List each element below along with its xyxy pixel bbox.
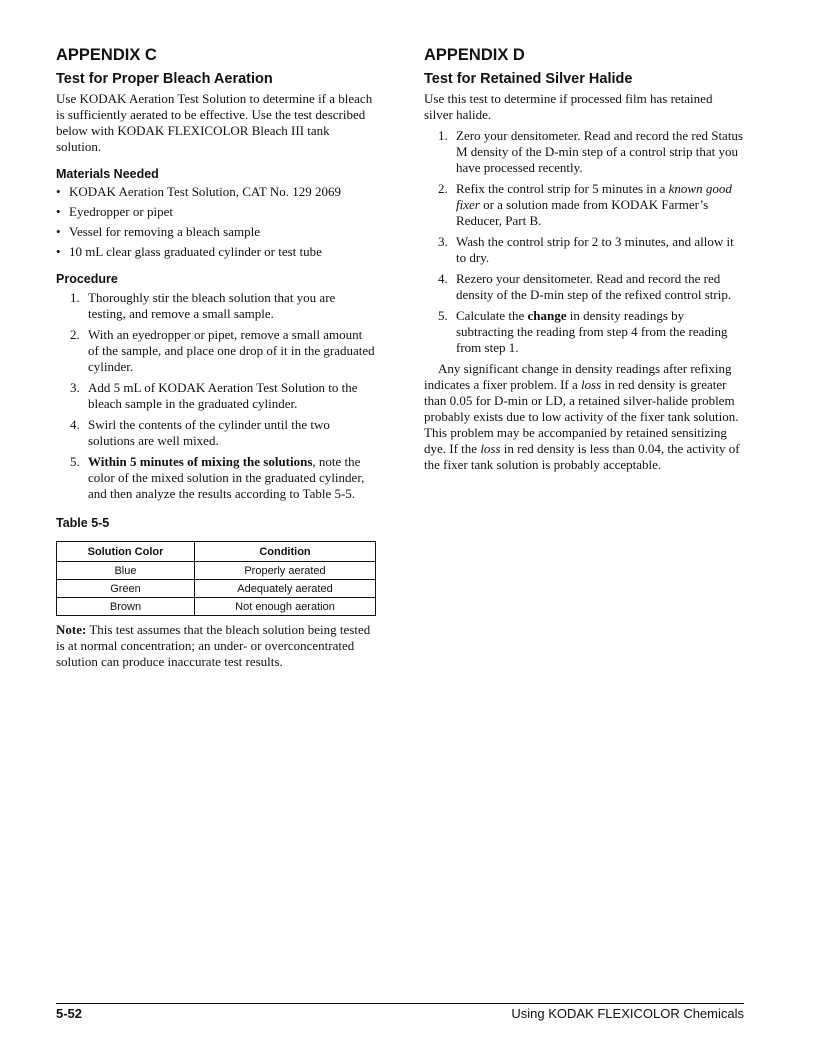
column-header: Condition [194, 542, 375, 562]
table-cell: Brown [57, 598, 195, 616]
table-row [57, 580, 376, 598]
procedure-step: 1. Thoroughly stir the bleach solution that you are testing, and remove a small sample. [70, 290, 336, 321]
bullet-icon: • [56, 184, 61, 199]
appendix-c-heading: APPENDIX C [56, 46, 157, 64]
appendix-d-heading: APPENDIX D [424, 46, 525, 64]
table-header-row [57, 542, 376, 562]
procedure-step: 4. Rezero your densitometer. Read and record the red density of the D-min step of the refixed control strip. [438, 271, 732, 302]
table-row [57, 562, 376, 580]
appendix-c-intro: Use KODAK Aeration Test Solution to determine if a bleach is sufficiently aerated to be effective. Use the test described below with KODAK FLEXICOLOR Bleach III tank solution. [56, 91, 373, 154]
procedure-step: 4. Swirl the contents of the cylinder until the two solutions are well mixed. [70, 417, 330, 448]
table-row [57, 598, 376, 616]
table-title: Table 5-5 [56, 516, 110, 530]
procedure-step: 2. Refix the control strip for 5 minutes in a known good fixer or a solution made from KODAK Farmer’s Reducer, Part B. [438, 181, 732, 228]
table-cell: Green [57, 580, 195, 598]
note-paragraph: Note: This test assumes that the bleach solution being tested is at normal concentration; an under- or overconcentrated solution can produce inaccurate test results. [56, 622, 371, 669]
procedure-step: 5. Calculate the change in density readings by subtracting the reading from step 4 from the reading from step 1. [438, 308, 728, 355]
bullet-icon: • [56, 224, 61, 239]
list-item: • KODAK Aeration Test Solution, CAT No. 129 2069 [56, 184, 341, 199]
interpretation-paragraph: Any significant change in density readings after refixing indicates a fixer problem. If a loss in red density is greater than 0.05 for D-min or LD, a retained silver-halide problem probably exists due to low activity of the fixer tank solution. This problem may be accompanied by retained sensitizing dye. If the loss in red density is less than 0.04, the activity of the fixer tank solution is probably acceptable. [424, 361, 740, 472]
appendix-d-title: Test for Retained Silver Halide [424, 71, 633, 87]
appendix-c-title: Test for Proper Bleach Aeration [56, 71, 273, 87]
list-item: • Eyedropper or pipet [56, 204, 173, 219]
list-item: • Vessel for removing a bleach sample [56, 224, 260, 239]
table-cell: Not enough aeration [194, 598, 375, 616]
document-title: Using KODAK FLEXICOLOR Chemicals [511, 1006, 744, 1021]
procedure-heading: Procedure [56, 272, 118, 286]
note-label: Note: [56, 622, 87, 637]
bullet-icon: • [56, 244, 61, 259]
table-cell: Blue [57, 562, 195, 580]
table-cell: Adequately aerated [194, 580, 375, 598]
procedure-step: 2. With an eyedropper or pipet, remove a small amount of the sample, and place one drop of it in the graduated cylinder. [70, 327, 375, 374]
retained-silver-steps [424, 128, 744, 356]
appendix-d-intro: Use this test to determine if processed film has retained silver halide. [424, 91, 713, 122]
appendix-d-column [424, 40, 744, 473]
table-cell: Properly aerated [194, 562, 375, 580]
bullet-icon: • [56, 204, 61, 219]
appendix-c-column [56, 40, 376, 670]
materials-list [56, 184, 376, 260]
materials-heading: Materials Needed [56, 167, 159, 181]
footer-divider [56, 1003, 744, 1004]
column-header: Solution Color [57, 542, 195, 562]
page-number: 5-52 [56, 1006, 83, 1021]
procedure-step: 1. Zero your densitometer. Read and record the red Status M density of the D-min step of a control strip that you have processed recently. [438, 128, 743, 175]
aeration-table [56, 541, 376, 616]
procedure-list [56, 290, 376, 502]
list-item: • 10 mL clear glass graduated cylinder or test tube [56, 244, 322, 259]
procedure-step: 3. Add 5 mL of KODAK Aeration Test Solution to the bleach sample in the graduated cylinder. [70, 380, 358, 411]
procedure-step: 5. Within 5 minutes of mixing the solutions, note the color of the mixed solution in the graduated cylinder, and then analyze the results according to Table 5-5. [70, 454, 365, 501]
procedure-step: 3. Wash the control strip for 2 to 3 minutes, and allow it to dry. [438, 234, 734, 265]
